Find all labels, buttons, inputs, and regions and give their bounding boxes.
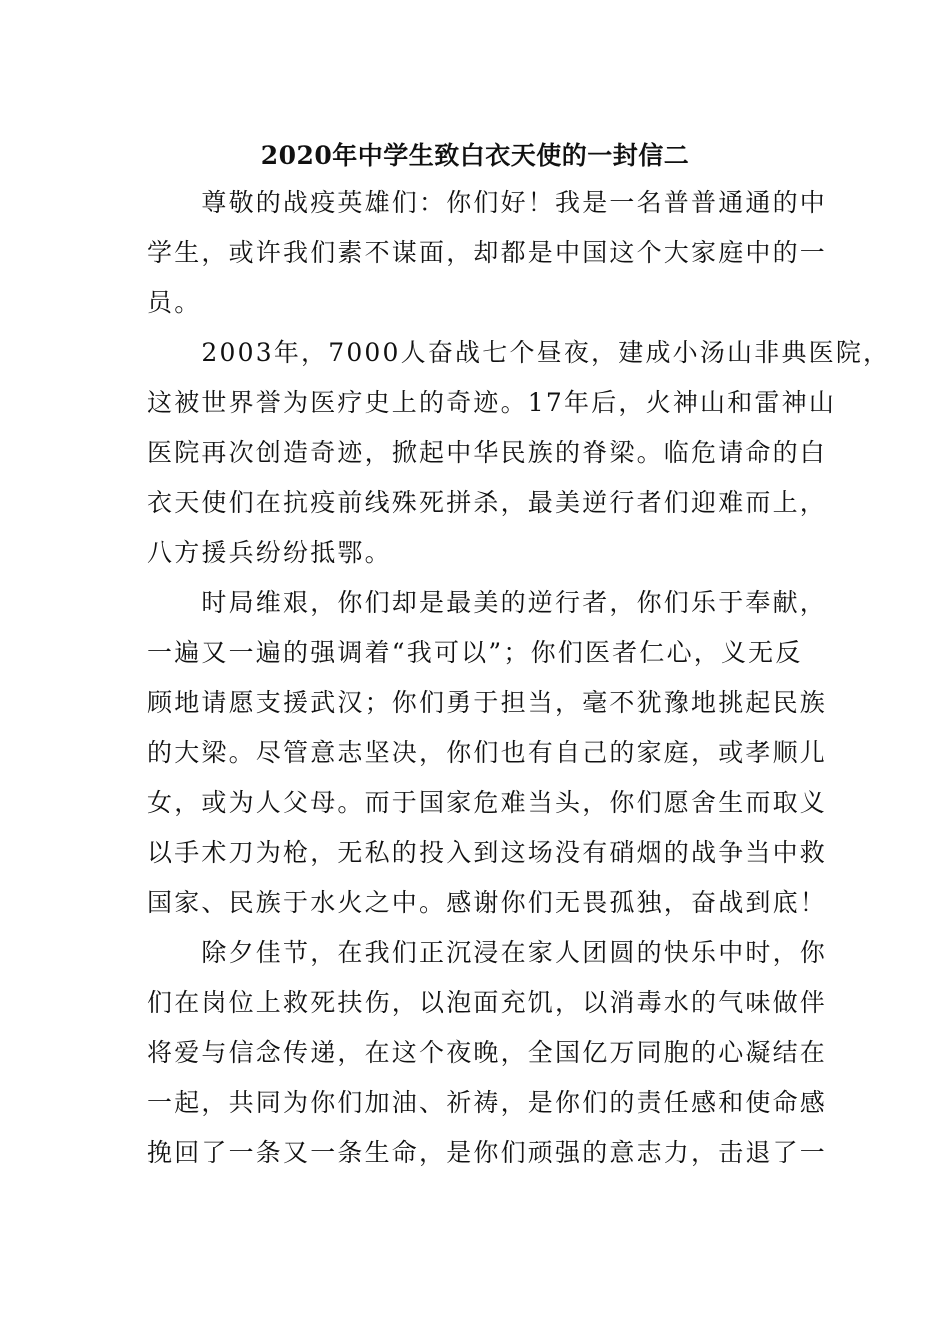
text-line: 的大梁。尽管意志坚决，你们也有自己的家庭，或孝顺儿 (147, 738, 828, 767)
text-line: 女，或为人父母。而于国家危难当头，你们愿舍生而取义 (147, 788, 828, 817)
text-line: 尊敬的战疫英雄们：你们好！我是一名普普通通的中 (147, 188, 828, 217)
text-line: 医院再次创造奇迹，掀起中华民族的脊梁。临危请命的白 (147, 438, 828, 467)
text-line: 挽回了一条又一条生命，是你们顽强的意志力，击退了一 (147, 1138, 828, 1167)
text-line: 一遍又一遍的强调着“我可以”；你们医者仁心，义无反 (147, 638, 803, 667)
text-line: 除夕佳节，在我们正沉浸在家人团圆的快乐中时，你 (147, 938, 828, 967)
text-line: 以手术刀为枪，无私的投入到这场没有硝烟的战争当中救 (147, 838, 828, 867)
text-line: 学生，或许我们素不谋面，却都是中国这个大家庭中的一 (147, 238, 828, 267)
text-line: 2003年，7000人奋战七个昼夜，建成小汤山非典医院， (147, 338, 891, 367)
document-title: 2020年中学生致白衣天使的一封信二 (260, 141, 690, 170)
text-line: 员。 (147, 288, 202, 317)
text-line: 时局维艰，你们却是最美的逆行者，你们乐于奉献， (147, 588, 828, 617)
text-line: 衣天使们在抗疫前线殊死拼杀，最美逆行者们迎难而上， (147, 488, 828, 517)
text-line: 将爱与信念传递，在这个夜晚，全国亿万同胞的心凝结在 (147, 1038, 828, 1067)
text-line: 一起，共同为你们加油、祈祷，是你们的责任感和使命感 (147, 1088, 828, 1117)
text-line: 这被世界誉为医疗史上的奇迹。17年后，火神山和雷神山 (147, 388, 837, 417)
text-line: 顾地请愿支援武汉；你们勇于担当，毫不犹豫地挑起民族 (147, 688, 828, 717)
text-line: 国家、民族于水火之中。感谢你们无畏孤独，奋战到底！ (147, 888, 828, 917)
text-line: 们在岗位上救死扶伤，以泡面充饥，以消毒水的气味做伴 (147, 988, 828, 1017)
text-line: 八方援兵纷纷抵鄂。 (147, 538, 392, 567)
